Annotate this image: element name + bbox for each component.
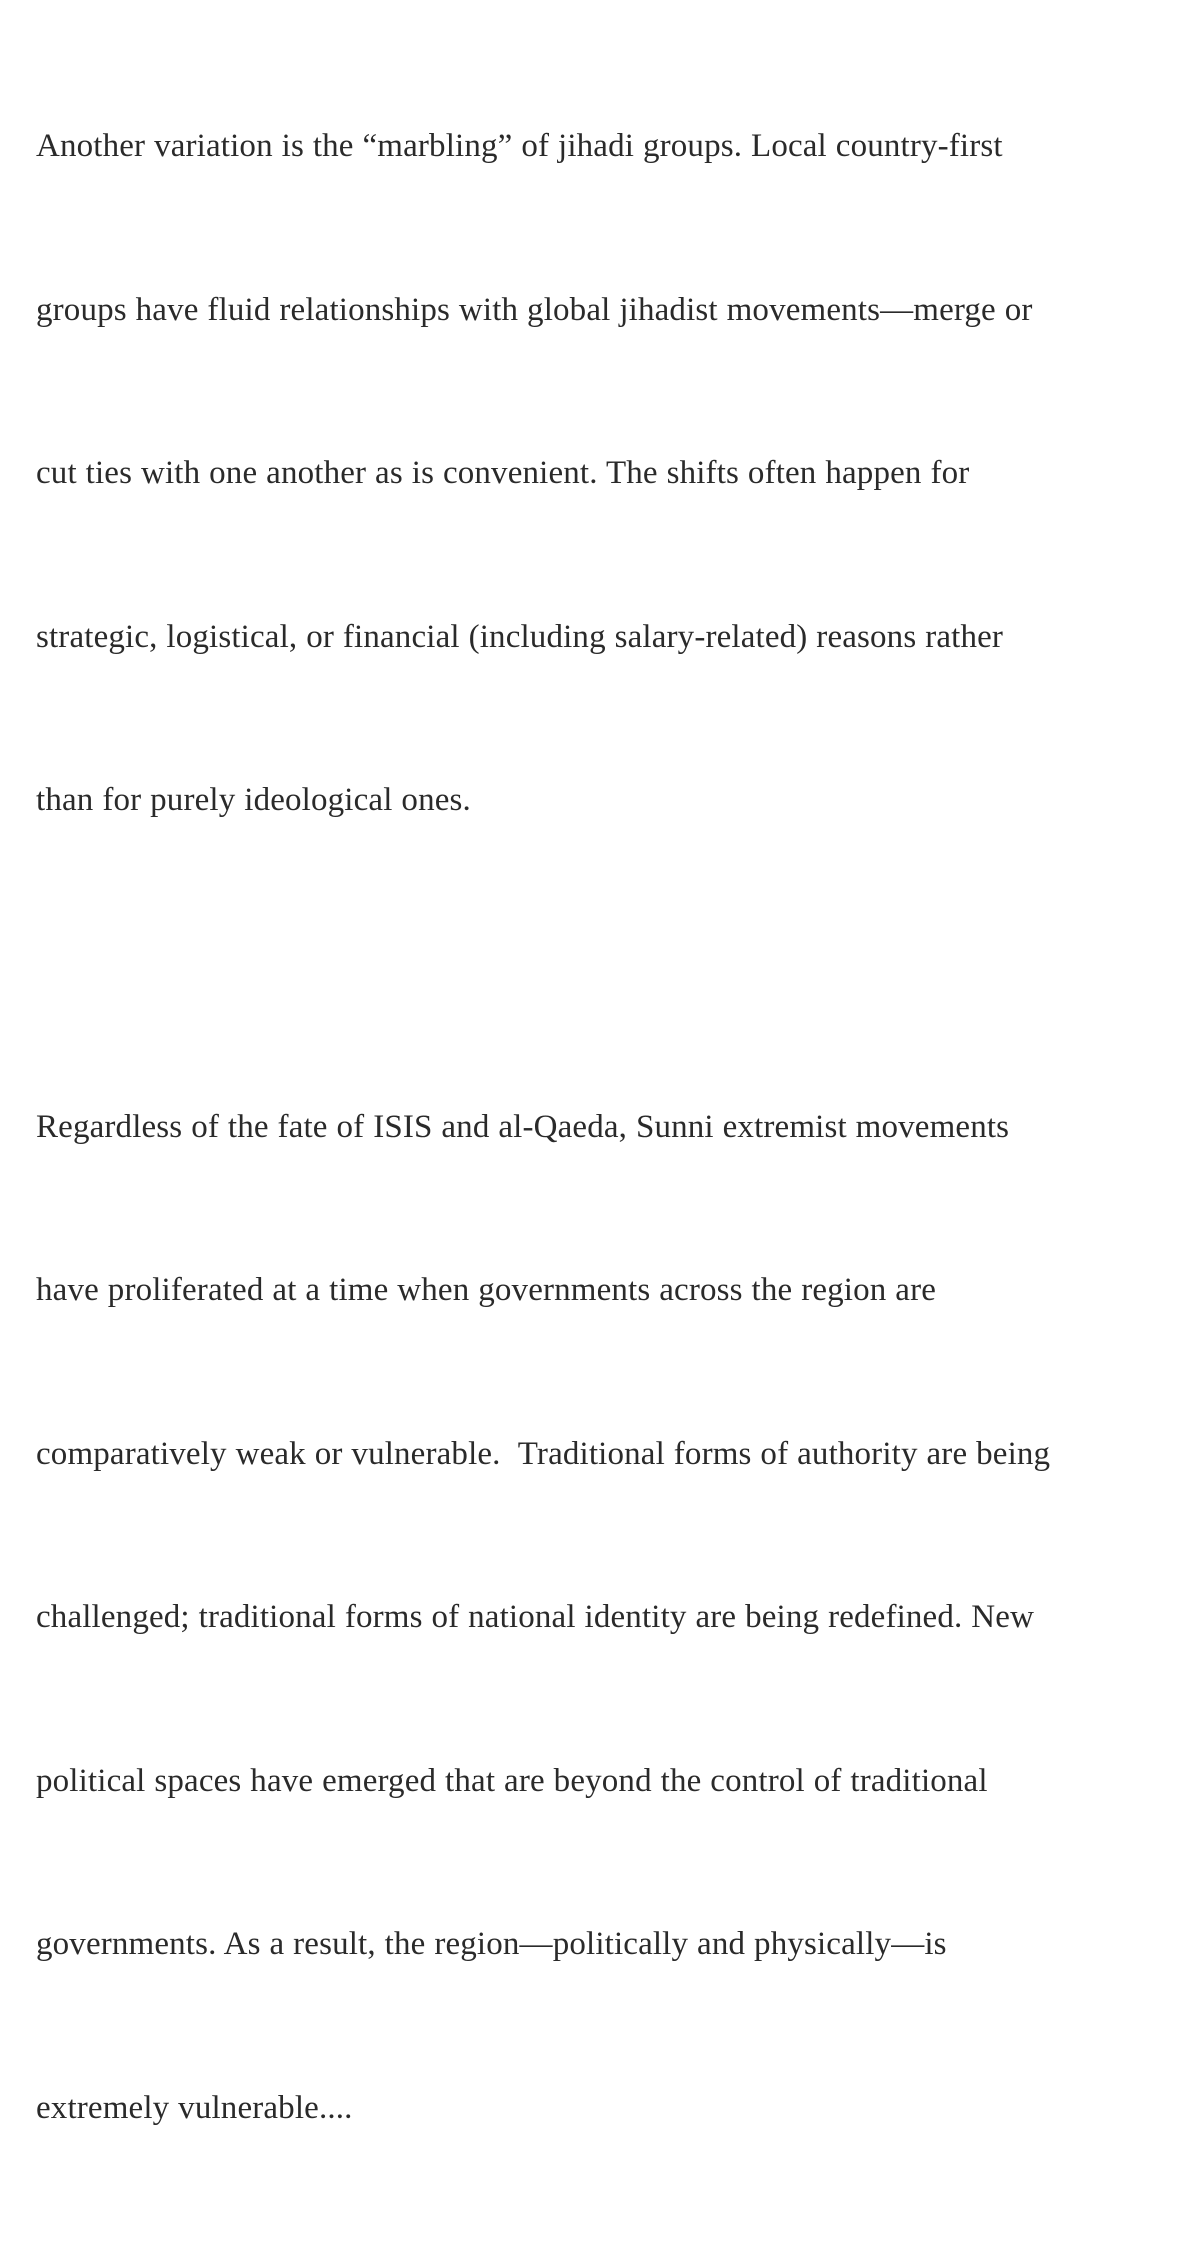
text-line: groups have fluid relationships with global jihadist movements—merge or <box>36 283 1186 338</box>
text-line: cut ties with one another as is convenient. The shifts often happen for <box>36 446 1186 501</box>
text-line: comparatively weak or vulnerable. Traditional forms of authority are being <box>36 1427 1186 1482</box>
text-line: than for purely ideological ones. <box>36 773 1186 828</box>
paragraph <box>36 10 1186 937</box>
text-line: challenged; traditional forms of national identity are being redefined. New <box>36 1590 1186 1645</box>
text-line: Regardless of the fate of ISIS and al-Qaeda, Sunni extremist movements <box>36 1100 1186 1155</box>
article-body <box>36 10 1186 2244</box>
text-line: Another variation is the “marbling” of jihadi groups. Local country-first <box>36 119 1186 174</box>
text-line: strategic, logistical, or financial (including salary-related) reasons rather <box>36 610 1186 665</box>
text-line: governments. As a result, the region—politically and physically—is <box>36 1917 1186 1972</box>
text-line: political spaces have emerged that are beyond the control of traditional <box>36 1754 1186 1809</box>
text-line: have proliferated at a time when governments across the region are <box>36 1263 1186 1318</box>
text-line: extremely vulnerable.... <box>36 2081 1186 2136</box>
paragraph <box>36 991 1186 2244</box>
